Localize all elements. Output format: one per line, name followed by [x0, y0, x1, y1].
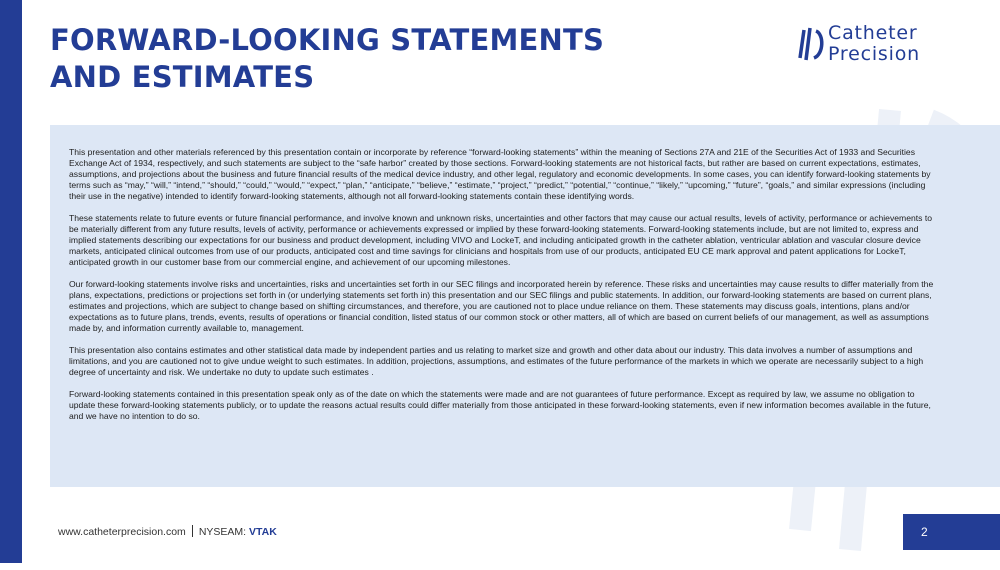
- paragraph-no-obligation: Forward-looking statements contained in this presentation speak only as of the date on which the statements were made and are not guarantees of future performance. Except as required by law, we assume no obligation to update these forward-looking statements publicly, or to update the reasons actual results could differ materially from those anticipated in these forward-looking statements, even if new information becomes available in the future, and we have no intention to do so.: [69, 389, 931, 421]
- logo-mark-icon: [796, 26, 826, 62]
- page-number: 2: [921, 525, 928, 539]
- slide-title-line-1: FORWARD-LOOKING STATEMENTS: [50, 23, 605, 57]
- slide-title: [50, 22, 604, 96]
- paragraph-risks: These statements relate to future events or future financial performance, and involve known and unknown risks, uncertainties and other factors that may cause our actual results, levels of activity, performance or achievements to be materially different from any future results, levels of activity, performance or achievements expressed or implied by these forward-looking statements. Forward-looking statements include, but are not limited to, express and implied statements describing our expectations for our business and product development, including VIVO and LockeT, and including anticipated growth in the catheter ablation, ventricular ablation and vascular closure device markets, anticipated clinical outcomes from use of our products, anticipated cost and time savings for clinicians and hospitals from use of our products, anticipated EU CE mark approval and patent applications for LockeT, anticipated growth in our customer base from our commercial engine, and achievement of our upcoming milestones.: [69, 213, 932, 267]
- logo-line-1: Catheter: [828, 22, 918, 44]
- paragraph-estimates: This presentation also contains estimates and other statistical data made by independent parties and us relating to market size and growth and other data about our industry. This data involves a number of assumptions and limitations, and you are cautioned not to give undue weight to such estimates. In addition, projections, assumptions, and estimates of the future performance of the markets in which we operate are necessarily subject to a high degree of uncertainty and risk. We undertake no duty to update such estimates .: [69, 345, 924, 377]
- page-number-box: [903, 514, 1000, 550]
- logo-wordmark: [828, 23, 920, 65]
- footer-website-link[interactable]: www.catheterprecision.com: [58, 526, 186, 538]
- footer-exchange: NYSEAM:: [198, 526, 247, 538]
- paragraph-safe-harbor: This presentation and other materials referenced by this presentation contain or incorporate by reference “forward-looking statements” within the meaning of Sections 27A and 21E of the Securities Act of 1933 and Securities Exchange Act of 1934, respectively, and such statements are subject to the “safe harbor” created by those sections. Forward-looking statements are not historical facts, but rather are based on current expectations, estimates, assumptions, and projections about the business and future financial results of the medical device industry, and other legal, regulatory and economic developments. In some cases, you can identify forward-looking statements by terms such as “may,” “will,” “intend,” “should,” “could,” “would,” “expect,” “plan,” “anticipate,” “believe,” “estimate,” “project,” “predict,” “potential,” “continue,” “likely,” “upcoming,” “future”, “goals,” and similar expressions (including their use in the negative) intended to identify forward-looking statements, although not all forward-looking statements contain these identifying words.: [69, 147, 931, 201]
- footer: [58, 525, 277, 539]
- disclaimer-text: [69, 147, 937, 433]
- footer-ticker: VTAK: [249, 526, 277, 538]
- left-accent-bar: [0, 0, 22, 563]
- company-logo: [796, 22, 956, 66]
- logo-line-2: Precision: [828, 43, 920, 65]
- paragraph-uncertainties: Our forward-looking statements involve risks and uncertainties, risks and uncertainties set forth in our SEC filings and incorporated herein by reference. These risks and uncertainties may cause results to differ materially from the plans, expectations, predictions or projections set forth in (or underlying statements set forth in) this presentation and our SEC filings and public statements. In addition, our forward-looking statements are based on current plans, estimates and projections, which are subject to change based on shifting circumstances, and therefore, you are cautioned not to place undue reliance on them. These statements may discuss goals, intentions, plans and/or expectations as to future plans, trends, events, results of operations or financial condition, listed status of our common stock or other matters, all of which are based on current beliefs of our management, as well as assumptions made by, and information currently available to, management.: [69, 279, 934, 333]
- slide-title-line-2: AND ESTIMATES: [50, 60, 315, 94]
- footer-divider: [192, 525, 193, 537]
